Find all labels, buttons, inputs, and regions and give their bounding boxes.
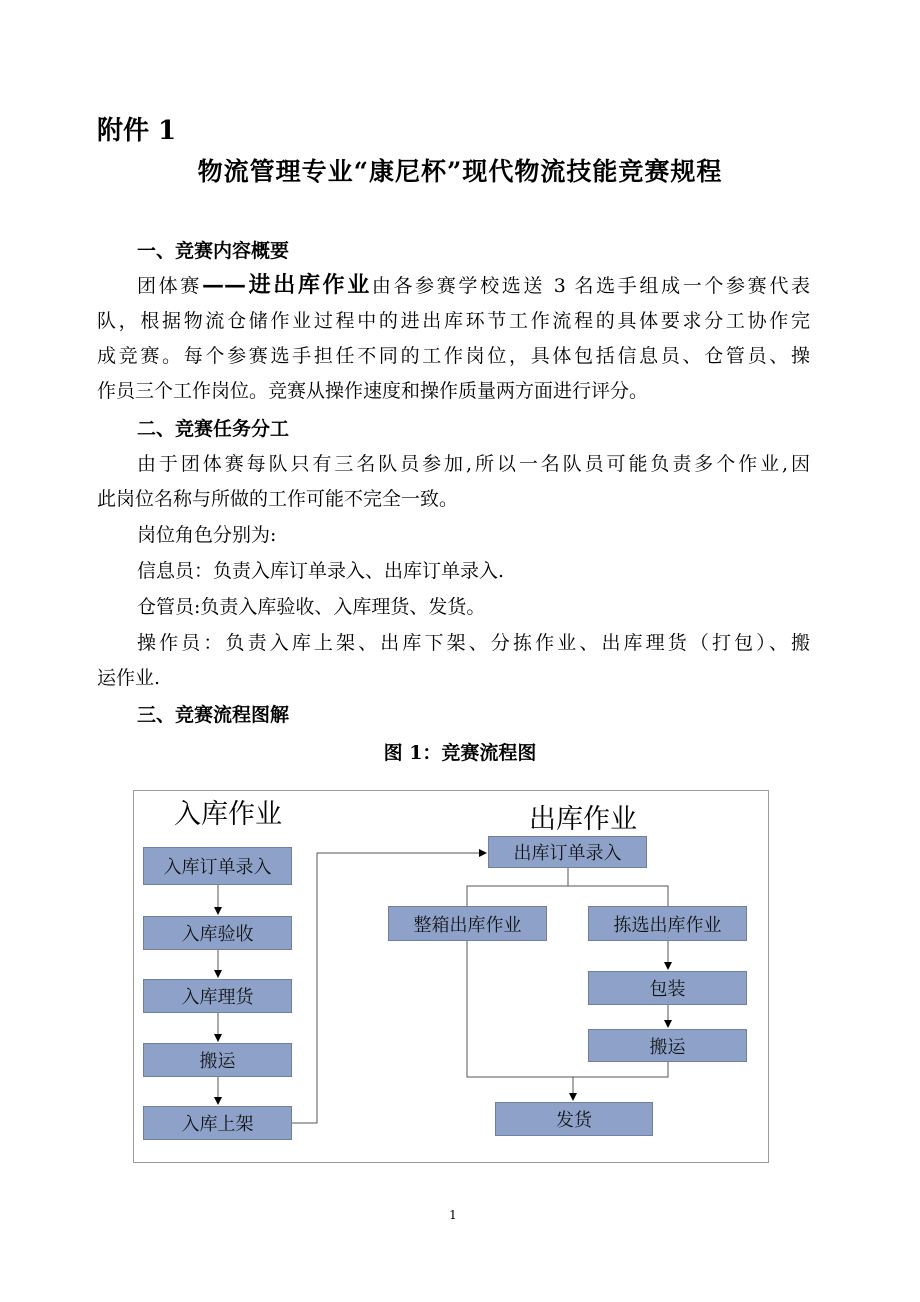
- roles-intro: 岗位角色分别为:: [137, 524, 277, 546]
- flow-box-inbound-sorting: 入库理货: [143, 979, 292, 1013]
- figure-caption: 图 1：竞赛流程图: [383, 742, 537, 764]
- role-operator-cont: 运作业.: [97, 667, 161, 689]
- paragraph-line: 由于团体赛每队只有三名队员参加,所以一名队员可能负责多个作业,因: [137, 453, 810, 475]
- flow-box-inbound-inspection: 入库验收: [143, 916, 292, 950]
- paragraph-line: 此岗位名称与所做的工作可能不完全一致。: [97, 488, 459, 510]
- role-info: 信息员：负责入库订单录入、出库订单录入.: [137, 560, 505, 582]
- role-operator: 操作员：负责入库上架、出库下架、分拣作业、出库理货（打包）、搬: [137, 632, 810, 654]
- flow-box-packing: 包装: [588, 971, 747, 1005]
- section-heading-3: 三、竞赛流程图解: [137, 704, 290, 726]
- role-keeper: 仓管员:负责入库验收、入库理货、发货。: [137, 596, 486, 618]
- paragraph-line: 成竞赛。每个参赛选手担任不同的工作岗位，具体包括信息员、仓管员、操: [97, 345, 810, 367]
- flow-box-whole-case: 整箱出库作业: [388, 906, 547, 941]
- text: 由各参赛学校选送 3 名选手组成一个参赛代表: [371, 275, 810, 297]
- flow-box-picking: 拣选出库作业: [588, 906, 747, 941]
- bold-text: ——进出库作业: [201, 272, 372, 298]
- flow-box-outbound-carry: 搬运: [588, 1029, 747, 1062]
- paragraph-line: 作员三个工作岗位。竞赛从操作速度和操作质量两方面进行评分。: [97, 380, 649, 402]
- section-heading-1: 一、竞赛内容概要: [137, 240, 290, 262]
- section-heading-2: 二、竞赛任务分工: [137, 418, 290, 440]
- flow-box-inbound-carry: 搬运: [143, 1043, 292, 1077]
- flow-box-inbound-order-entry: 入库订单录入: [143, 847, 292, 885]
- paragraph-line: 队，根据物流仓储作业过程中的进出库环节工作流程的具体要求分工协作完: [97, 310, 810, 332]
- annex-label: 附件 1: [97, 116, 177, 146]
- text: 团体赛: [137, 275, 202, 297]
- flow-box-outbound-order-entry: 出库订单录入: [488, 836, 647, 868]
- document-title: 物流管理专业“康尼杯”现代物流技能竞赛规程: [197, 157, 723, 186]
- outbound-title: 出库作业: [529, 804, 637, 835]
- inbound-title: 入库作业: [174, 799, 282, 830]
- page-number: 1: [449, 1208, 457, 1222]
- flow-box-ship: 发货: [495, 1102, 653, 1136]
- flow-box-inbound-shelving: 入库上架: [143, 1106, 292, 1140]
